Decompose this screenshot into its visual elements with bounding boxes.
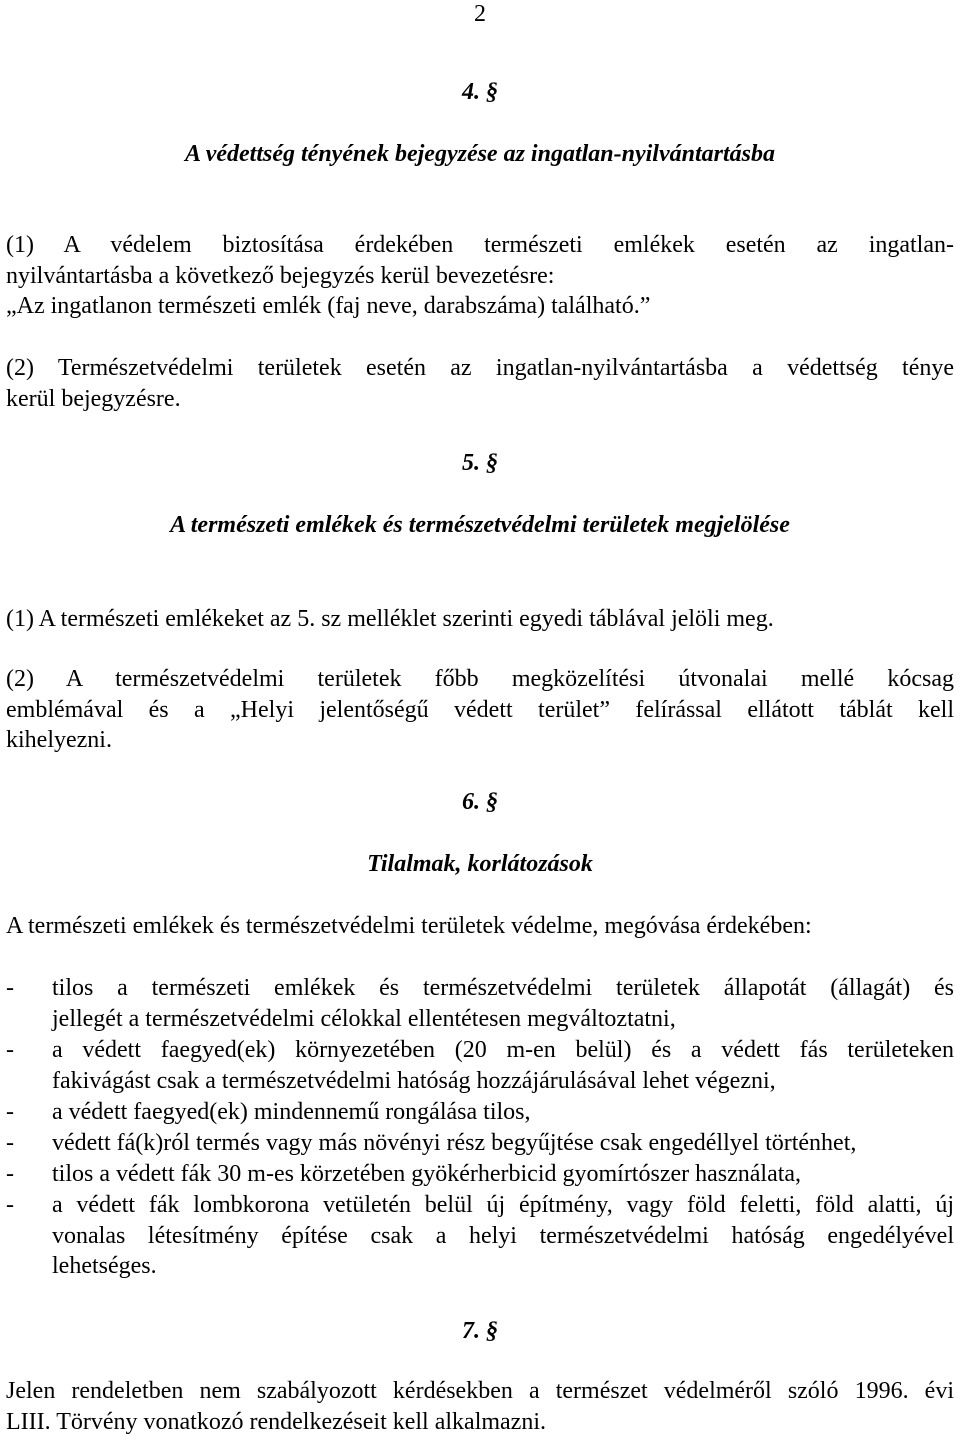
section-5-heading: 5. § [462, 450, 498, 476]
paragraph-line: kerül bejegyzésre. [6, 385, 181, 412]
list-item [52, 1190, 954, 1282]
list-item [52, 1159, 954, 1190]
list-bullet: - [6, 1161, 14, 1187]
paragraph-line: kihelyezni. [6, 727, 112, 753]
section-5-title: A természeti emlékek és természetvédelmi területek megjelölése [170, 512, 790, 538]
paragraph-line: (2) Természetvédelmi területek esetén az ingatlan-nyilvántartásba a védettség ténye [6, 355, 954, 381]
paragraph-line: emblémával és a „Helyi jelentőségű védett terület” felírással ellátott táblát kell [6, 696, 954, 723]
section-6-title: Tilalmak, korlátozások [367, 851, 593, 877]
section-6-heading: 6. § [462, 789, 498, 815]
list-item-line: a védett fák lombkorona vetületén belül új építmény, vagy föld feletti, föld alatti, új [52, 1192, 954, 1218]
list-item-line: a védett faegyed(ek) mindennemű rongálása tilos, [52, 1099, 531, 1125]
paragraph-line: Jelen rendeletben nem szabályozott kérdésekben a természet védelméről szóló 1996. évi [6, 1378, 954, 1404]
paragraph-line: (2) A természetvédelmi területek főbb megközelítési útvonalai mellé kócsag [6, 666, 954, 692]
paragraph-line: nyilvántartásba a következő bejegyzés kerül bevezetésre: [6, 262, 555, 289]
section-6-intro [6, 911, 954, 942]
section-4-paragraph-2 [6, 353, 954, 414]
list-item [52, 1035, 954, 1096]
list-item-line: jellegét a természetvédelmi célokkal ellentétesen megváltoztatni, [52, 1005, 676, 1032]
list-item [52, 1097, 954, 1128]
paragraph-line: LIII. Törvény vonatkozó rendelkezéseit kell alkalmazni. [6, 1408, 546, 1435]
section-5-paragraph-2 [6, 664, 954, 756]
section-7-heading: 7. § [462, 1318, 498, 1344]
list-item [52, 973, 954, 1034]
list-item-line: vonalas létesítmény építése csak a helyi természetvédelmi hatóság engedélyével [52, 1222, 954, 1249]
list-item-line: a védett faegyed(ek) környezetében (20 m-en belül) és a védett fás területeken [52, 1037, 954, 1063]
section-5-paragraph-1 [6, 604, 954, 635]
list-bullet: - [6, 1037, 14, 1063]
list-item-line: lehetséges. [52, 1253, 157, 1279]
list-item [52, 1128, 954, 1159]
list-item-line: tilos a természeti emlékek és természetvédelmi területek állapotát (állagát) és [52, 975, 954, 1001]
paragraph-line: (1) A védelem biztosítása érdekében természeti emlékek esetén az ingatlan- [6, 232, 954, 258]
section-4-paragraph-1 [6, 230, 954, 322]
list-item-line: védett fá(k)ról termés vagy más növényi rész begyűjtése csak engedéllyel történhet, [52, 1130, 857, 1156]
paragraph-line: „Az ingatlanon természeti emlék (faj neve, darabszáma) található.” [6, 293, 651, 319]
list-bullet: - [6, 1130, 14, 1156]
list-bullet: - [6, 1099, 14, 1125]
section-4-title: A védettség tényének bejegyzése az ingatlan-nyilvántartásba [185, 141, 775, 167]
section-7-paragraph [6, 1376, 954, 1437]
list-bullet: - [6, 1192, 14, 1218]
paragraph-line: (1) A természeti emlékeket az 5. sz melléklet szerinti egyedi táblával jelöli meg. [6, 606, 774, 632]
paragraph-line: A természeti emlékek és természetvédelmi területek védelme, megóvása érdekében: [6, 913, 812, 939]
list-bullet: - [6, 975, 14, 1001]
list-item-line: fakivágást csak a természetvédelmi hatóság hozzájárulásával lehet végezni, [52, 1067, 776, 1094]
section-4-heading: 4. § [462, 79, 498, 105]
list-item-line: tilos a védett fák 30 m-es körzetében gyökérherbicid gyomírtószer használata, [52, 1161, 802, 1187]
page-number: 2 [474, 1, 486, 27]
